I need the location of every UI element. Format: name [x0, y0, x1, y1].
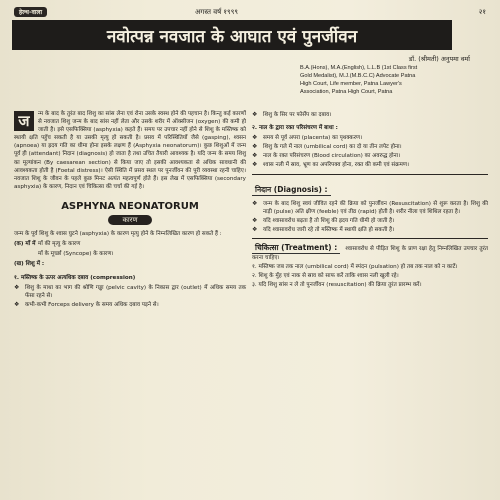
drop-cap: ज	[14, 111, 34, 131]
bullet-icon: ❖	[252, 161, 258, 169]
bullet-icon: ❖	[252, 111, 258, 118]
list-item-text: कभी-कभी Forceps delivery के समय अधिक दबाव पड़ने से।	[25, 301, 159, 308]
diagnosis-heading: निदान (Diagnosis) :	[252, 185, 331, 196]
header-badge: हेल्थ-वाला	[14, 7, 47, 17]
bullet-icon: ❖	[252, 134, 258, 142]
cause-intro: जन्म के पूर्व शिशु के श्वास घुटने (asphyxia) के कारण मृत्यु होने के निम्नलिखित कारण हो सकते हैं :	[14, 231, 222, 238]
header-month: अगस्त वर्ष १९९९	[195, 7, 238, 16]
left-column	[14, 110, 246, 310]
sub-heading: १. मस्तिष्क के ऊपर अत्यधिक दबाव (compression)	[14, 274, 136, 281]
cause-row	[14, 250, 246, 258]
page-header	[14, 5, 486, 19]
list-item-text: जन्म के बाद शिशु स्वयं जीवित रहने की क्रिया को पुनर्जीवन (Resuscitation) से शुरू करता है। शिशु की नाड़ी (pulse) अति क्षीण (feeble) एवं तीव्र (rapid) होती है। शरीर नीला एवं शिथिल रहता है।	[263, 200, 488, 215]
cause-badge: कारण	[108, 215, 152, 225]
author-block	[300, 55, 470, 96]
list-item	[252, 281, 488, 289]
cause-key	[14, 250, 38, 258]
list-item-text: शिशु के माथा का भाग की श्रोणि गड्ढा (pelvic cavity) के निकास द्वार (outlet) में अधिक समय तक फँसा रहने से।	[25, 284, 246, 299]
list-item	[252, 226, 488, 234]
list-item-text: यदि श्वासावरोध बढ़ता है तो शिशु की ह्रदय गति धीमी हो जाती है।	[263, 217, 395, 224]
list-item-text: समय से पूर्व अपरा (placenta) का पृथक्करण।	[263, 135, 363, 142]
author-credential: Gold Medalist), M.J.(M.B.C.C) Advocate Patna	[300, 73, 416, 79]
list-item-text: ३. यदि शिशु सांस न ले तो पुनर्जीवन (resuscitation) की क्रिया तुरंत प्रारम्भ करें।	[252, 282, 422, 289]
list-item	[252, 111, 488, 119]
treatment-intro: श्वासावरोध से पीड़ित शिशु के प्राण रक्षा हेतु निम्नलिखित उपचार तुरंत करना चाहिए।	[252, 246, 488, 262]
cause-value	[74, 260, 246, 268]
bullet-icon: ❖	[252, 143, 258, 151]
list-item-text: शिशु के गले में नाल (umbilical cord) का दो या तीन लपेट होना।	[263, 144, 402, 151]
cause-value: माँ की मृत्यु के कारण	[38, 241, 81, 248]
treatment-heading: चिकित्सा (Treatment) :	[252, 243, 340, 254]
cause-row	[14, 260, 246, 268]
list-item	[252, 272, 488, 280]
list-item-text: यदि श्वासावरोध जारी रहे तो मस्तिष्क में स्थायी क्षति हो सकती है।	[263, 226, 395, 233]
intro-text: न्म के बाद के तुरंत बाद शिशु का सांस लेना एवं रोना उसके स्वस्थ होने की पहचान है। किन्तु कई कारणों से नवजात शिशु जन्म के बाद सांस नहीं लेता और उसके शरीर में ऑक्सीजन (oxygen) की कमी हो जाती है। इसे एसफिक्सिया (asphyxia) कहते हैं। समय पर उपचार नहीं होने से शिशु के मस्तिष्क को स्थायी क्षति पहुँच सकती है या उसकी मृत्यु हो सकती है। प्रसव में परिस्थितियों जैसे (gasping), श्वसन (apnoea) या ह्रदय गति का धीमा होना इसके लक्षण हैं (Asphyxia neonatorum)। कुछ शिशुओं में जन्म पूर्व ही (attendant) निदान (diagnosis) हो जाता है तथा उचित तैयारी आवश्यक है। यदि जन्म के समय शिशु का मूल्यांकन (By caesarean section) से किया जाए तो इसकी आवश्यकता से अधिक सावधानी की आवश्यकता होती है (Foetal distress)। ऐसी स्थिति में प्रसव स्थल पर पुनर्जीवन की पूरी व्यवस्था रहनी चाहिए। नवजात शिशु के जीवन के पहले कुछ मिनट अत्यंत महत्वपूर्ण होते हैं। इस लेख में एसफिक्सिया (secondary asphyxia) के कारण, निदान एवं चिकित्सा की चर्चा की गई है।	[14, 111, 246, 190]
sub-heading: २. नाल के द्वारा रक्त परिसंचरण में बाधा :	[252, 125, 338, 132]
intro-paragraph	[14, 110, 246, 191]
cause-key: (क) माँ में	[14, 241, 36, 248]
page-number: २१	[478, 7, 486, 16]
list-item	[252, 134, 488, 142]
bullet-icon: ❖	[252, 199, 258, 207]
divider	[252, 238, 488, 239]
list-item-text: श्वास नली में स्राव, भ्रूण का अपरिपक्व होना, रक्त की कमी एवं संक्रमण।	[263, 162, 410, 169]
cause-row	[14, 240, 246, 248]
list-item-text: शिशु के सिर पर फोर्सेप का दबाव।	[263, 112, 332, 118]
cause-value: माँ के मूर्च्छा (Syncope) के कारण।	[38, 251, 114, 258]
list-item	[252, 263, 488, 271]
list-item	[252, 161, 488, 169]
author-credential: B.A.(Hons), M.A.(English), L.L.B (1st Class first	[300, 65, 418, 71]
list-item	[252, 152, 488, 160]
divider	[252, 174, 488, 175]
bullet-icon: ❖	[252, 216, 258, 224]
section-title: ASPHYNA NEONATORUM	[61, 200, 199, 212]
list-item	[252, 217, 488, 225]
list-item	[14, 284, 246, 300]
list-item	[252, 200, 488, 216]
list-item	[252, 143, 488, 151]
article-title: नवोत्पन्न नवजात के आघात एवं पुनर्जीवन	[12, 20, 452, 50]
list-item-text: २. शिशु के मुँह एवं नाक से स्राव को साफ करें ताकि श्वास नली खुली रहे।	[252, 273, 399, 280]
bullet-icon: ❖	[14, 283, 20, 291]
bullet-icon: ❖	[252, 152, 258, 160]
list-item-text: नाल के रक्त परिसंचरण (Blood circulation) का अवरुद्ध होना।	[263, 153, 401, 160]
author-credential: Association, Patna High Court, Patna	[300, 89, 393, 95]
author-credential: High Court, Life member, Patna Lawyer's	[300, 81, 402, 87]
right-column	[252, 110, 488, 291]
treatment-paragraph	[252, 243, 488, 262]
list-item-text: १. मस्तिष्क जब तक नाल (umbilical cord) में स्पंदन (pulsation) हो तब तक नाल को न काटें।	[252, 264, 458, 271]
bullet-icon: ❖	[252, 225, 258, 233]
author-name: डॉ. (श्रीमती) अनुपमा वर्मा	[408, 55, 470, 63]
cause-key: (ख) शिशु में :	[14, 261, 45, 268]
bullet-icon: ❖	[14, 300, 20, 308]
list-item	[14, 301, 246, 309]
